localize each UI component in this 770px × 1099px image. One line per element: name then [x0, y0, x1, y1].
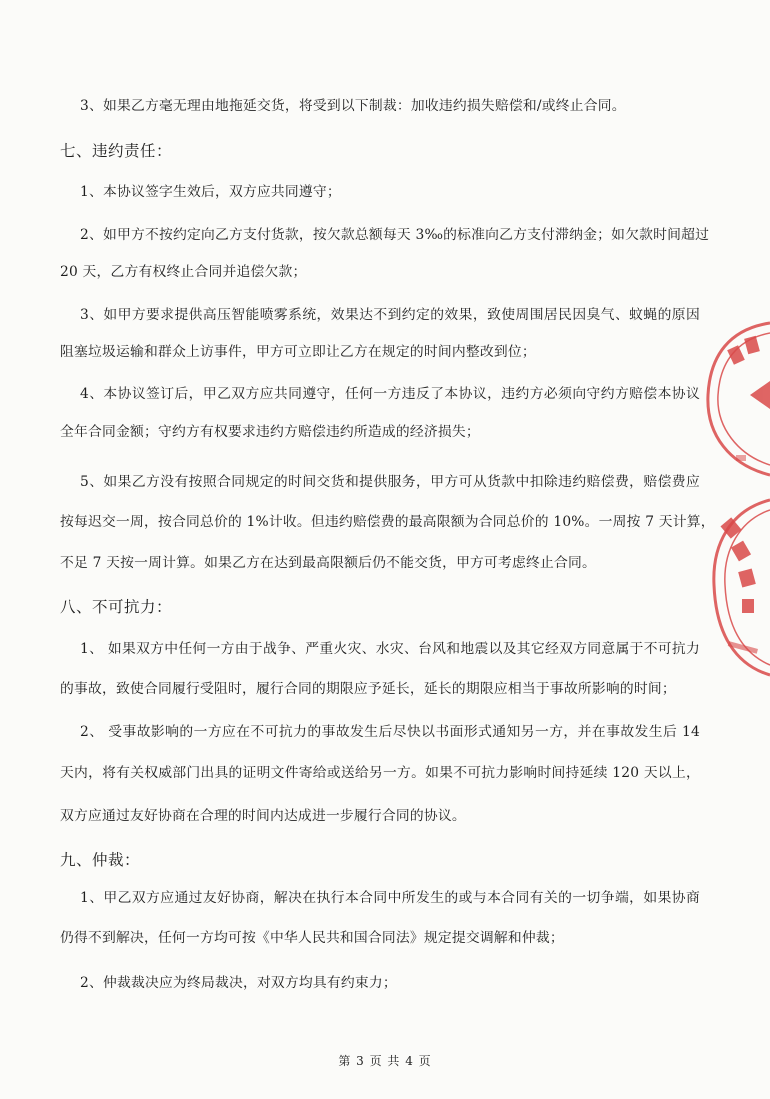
section-heading-force-majeure: 八、不可抗力： — [60, 598, 173, 616]
clause-arbitration-1-line2: 仍得不到解决，任何一方均可按《中华人民共和国合同法》规定提交调解和仲裁； — [60, 930, 564, 946]
clause-force-majeure-1-line2: 的事故，致使合同履行受阻时，履行合同的期限应予延长，延长的期限应相当于事故所影响的时间； — [60, 681, 676, 697]
clause-liability-3-line1: 3、如甲方要求提供高压智能喷雾系统，效果达不到约定的效果，致使周围居民因臭气、蚊蝇的原因 — [80, 307, 700, 323]
page-number: 第 3 页 共 4 页 — [338, 1054, 432, 1068]
clause-arbitration-1-line1: 1、甲乙双方应通过友好协商，解决在执行本合同中所发生的或与本合同有关的一切争端，如果协商 — [80, 890, 700, 906]
clause-liability-1: 1、本协议签字生效后，双方应共同遵守； — [80, 184, 341, 200]
clause-liability-5-line3: 不足 7 天按一周计算。如果乙方在达到最高限额后仍不能交货，甲方可考虑终止合同。 — [60, 555, 597, 571]
clause-liability-4-line1: 4、本协议签订后，甲乙双方应共同遵守，任何一方违反了本协议，违约方必须向守约方赔偿本协议 — [80, 386, 700, 402]
clause-force-majeure-2-line3: 双方应通过友好协商在合理的时间内达成进一步履行合同的协议。 — [60, 808, 466, 824]
clause-force-majeure-2-line2: 天内，将有关权威部门出具的证明文件寄给或送给另一方。如果不可抗力影响时间持延续 120 天以上， — [60, 765, 700, 781]
clause-delay-penalty: 3、如果乙方毫无理由地拖延交货，将受到以下制裁：加收违约损失赔偿和/或终止合同。 — [80, 98, 626, 114]
clause-liability-5-line2: 按每迟交一周，按合同总价的 1%计收。但违约赔偿费的最高限额为合同总价的 10%。一周按 7 天计算， — [60, 514, 715, 530]
seal-stamp-icon — [690, 315, 770, 695]
section-heading-liability: 七、违约责任： — [60, 142, 173, 160]
section-heading-arbitration: 九、仲裁： — [60, 851, 141, 869]
clause-liability-3-line2: 阻塞垃圾运输和群众上访事件，甲方可立即让乙方在规定的时间内整改到位； — [60, 344, 536, 360]
clause-arbitration-2: 2、仲裁裁决应为终局裁决，对双方均具有约束力； — [80, 975, 397, 991]
clause-liability-2-line1: 2、如甲方不按约定向乙方支付货款，按欠款总额每天 3‰的标准向乙方支付滞纳金；如欠款时间超过 — [80, 227, 710, 243]
clause-liability-5-line1: 5、如果乙方没有按照合同规定的时间交货和提供服务，甲方可从货款中扣除违约赔偿费，赔偿费应 — [80, 474, 700, 490]
clause-force-majeure-2-line1: 2、 受事故影响的一方应在不可抗力的事故发生后尽快以书面形式通知另一方，并在事故发生后 14 — [80, 724, 700, 740]
clause-liability-2-line2: 20 天，乙方有权终止合同并追偿欠款； — [60, 264, 307, 280]
clause-liability-4-line2: 全年合同金额；守约方有权要求违约方赔偿违约所造成的经济损失； — [60, 424, 480, 440]
clause-force-majeure-1-line1: 1、 如果双方中任何一方由于战争、严重火灾、水灾、台风和地震以及其它经双方同意属于不可抗力 — [80, 641, 700, 657]
